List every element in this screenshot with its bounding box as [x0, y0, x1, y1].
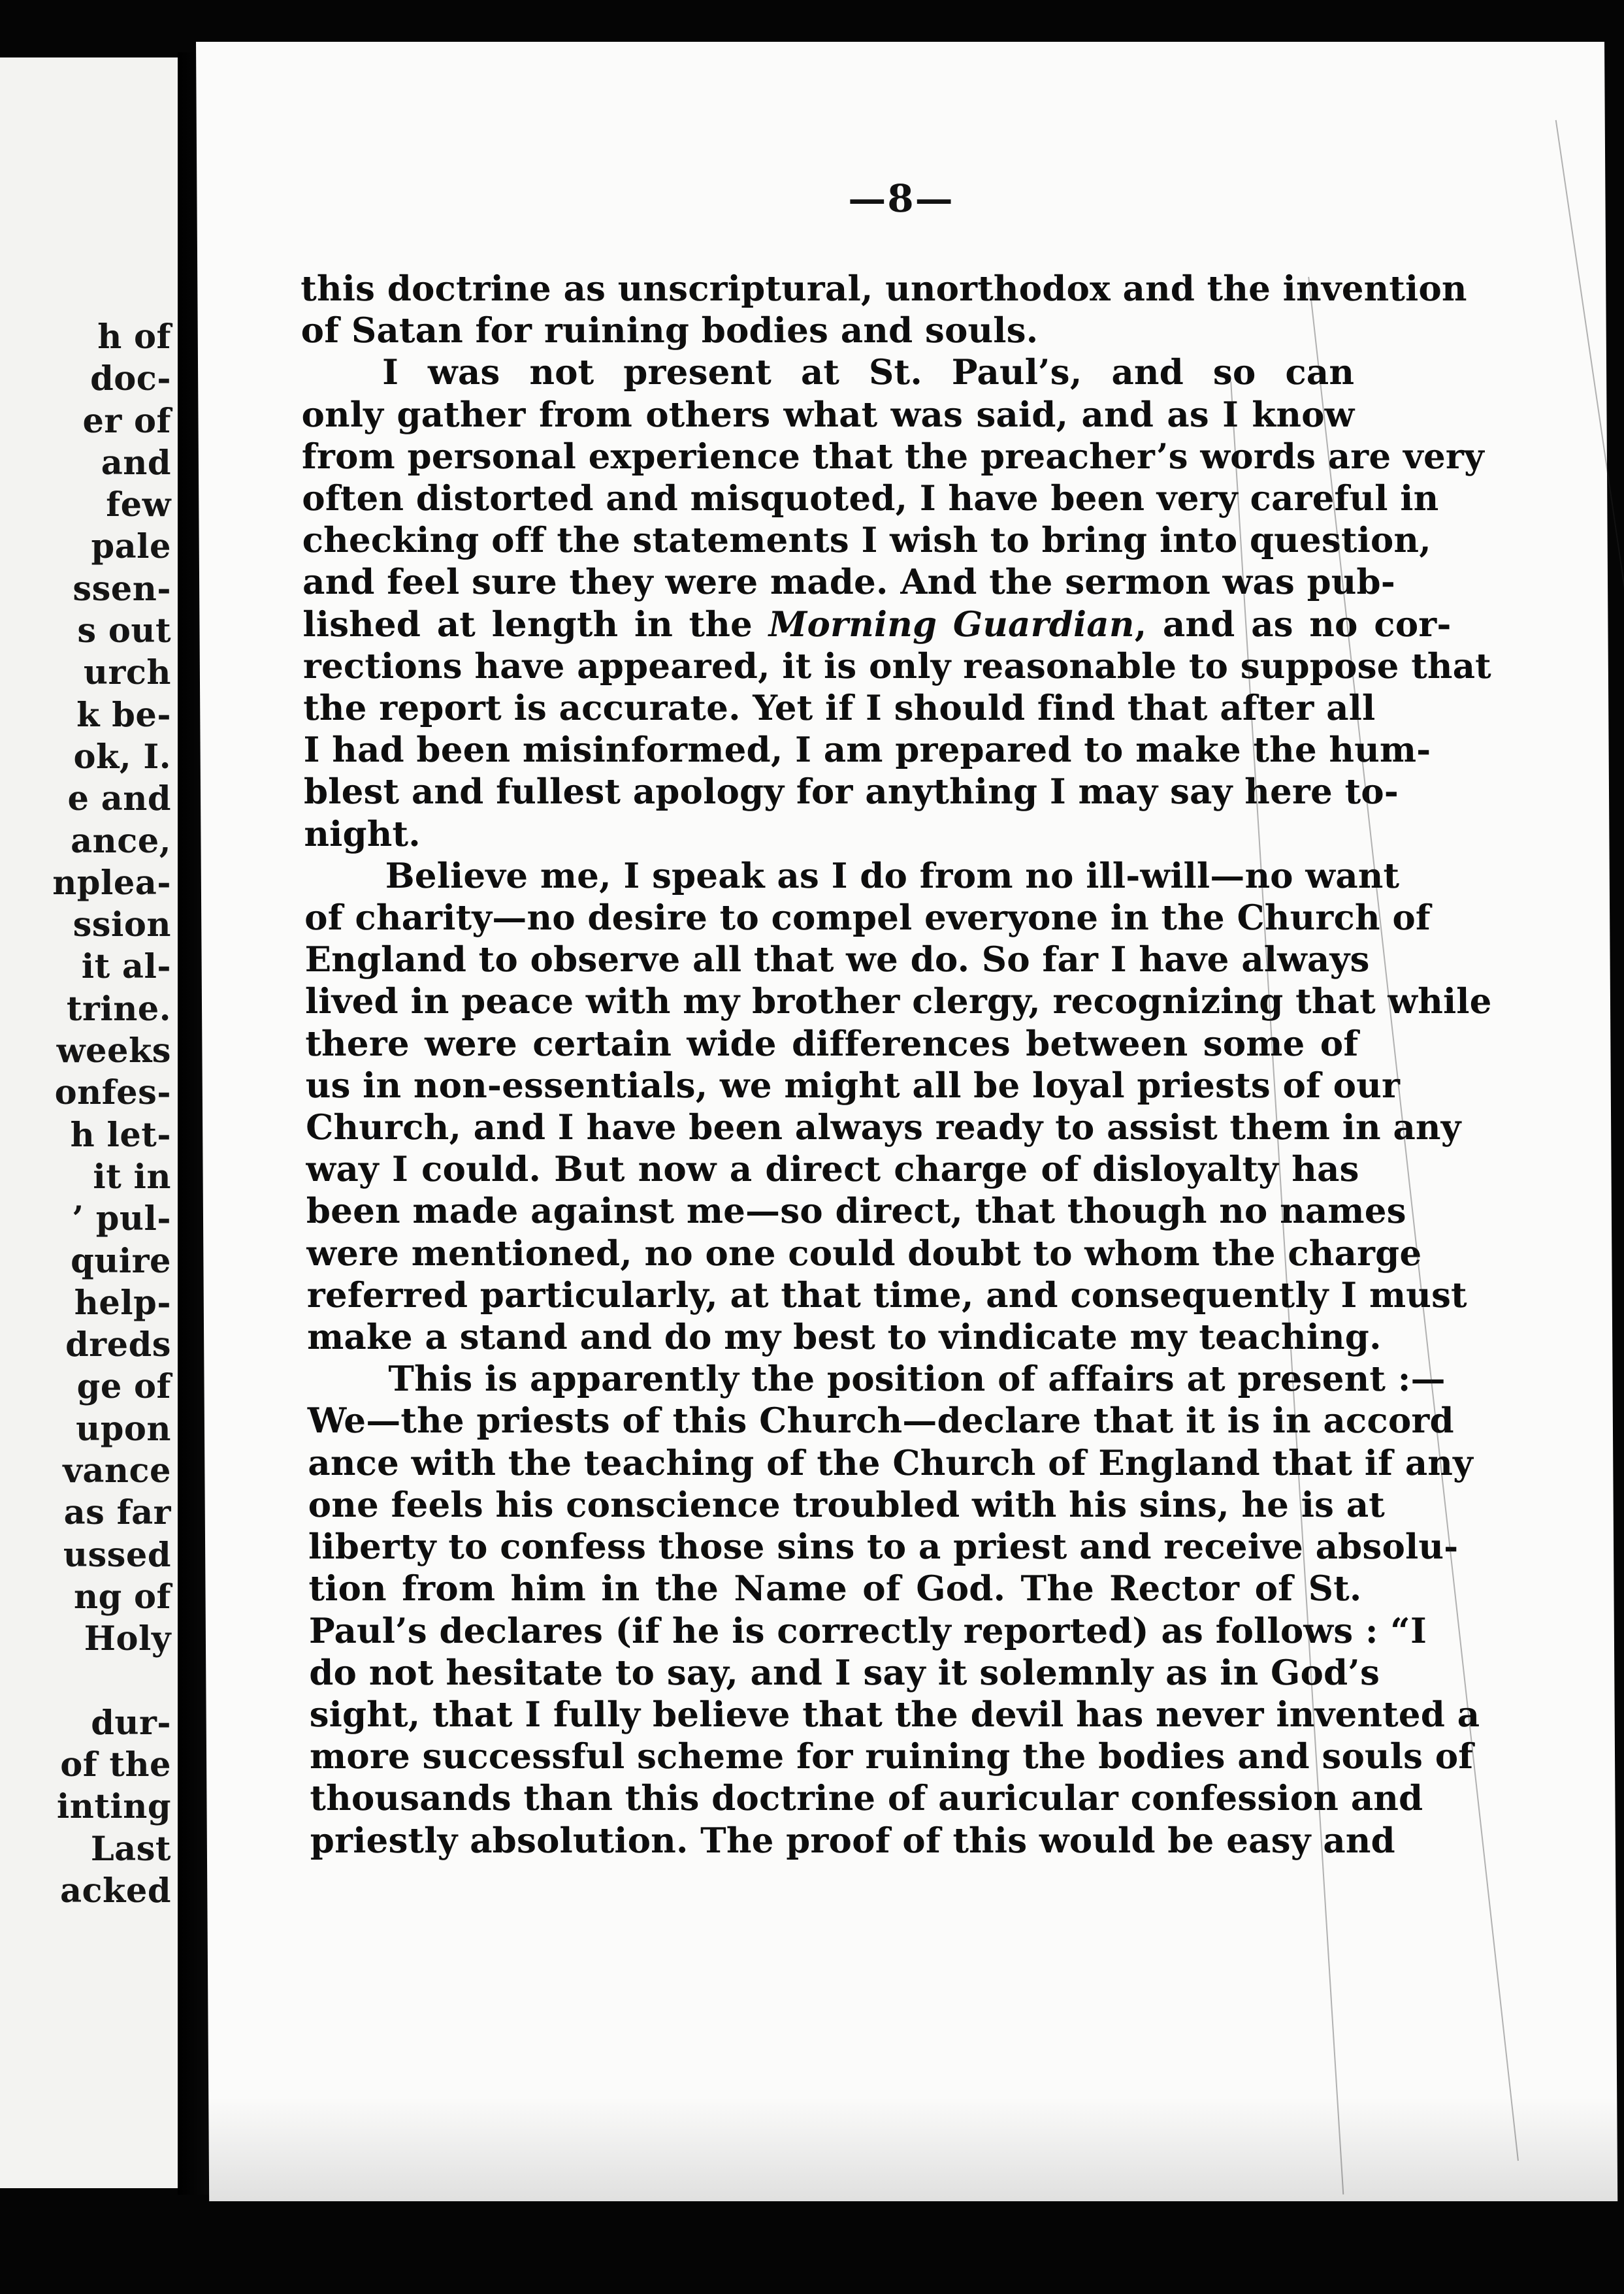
- body-line: ance with the teaching of the Church of England that if any: [308, 1442, 1474, 1483]
- left-fragment-line: ok, I.: [73, 737, 171, 777]
- body-line: only gather from others what was said, and as I know: [301, 394, 1355, 435]
- left-fragment-line: ng of: [74, 1577, 171, 1617]
- left-fragment-line: onfes-: [54, 1073, 171, 1113]
- left-fragment-line: doc-: [90, 359, 171, 399]
- body-line: there were certain wide differences between some of: [305, 1023, 1359, 1064]
- left-fragment-line: h of: [97, 317, 171, 357]
- body-line: night.: [304, 813, 421, 854]
- left-fragment-line: quire: [71, 1241, 171, 1281]
- left-fragment-line: h let-: [70, 1115, 171, 1155]
- left-fragment-line: few: [106, 485, 171, 525]
- line-suffix: , and as no cor-: [1134, 604, 1452, 645]
- right-page: [196, 42, 1617, 2201]
- left-fragment-line: dur-: [91, 1703, 171, 1743]
- publication-name: Morning Guardian: [768, 604, 1135, 645]
- paragraph-start-line: Believe me, I speak as I do from no ill-will—no want: [385, 855, 1400, 896]
- body-line: one feels his conscience troubled with his sins, he is at: [308, 1484, 1386, 1525]
- left-fragment-line: of the: [60, 1745, 171, 1785]
- left-page-text-fragments: [1, 316, 171, 1912]
- left-fragment-line: ance,: [71, 821, 171, 861]
- left-fragment-line: ge of: [76, 1367, 171, 1407]
- body-line: been made against me—so direct, that though no names: [306, 1191, 1406, 1232]
- left-fragment-line: help-: [74, 1283, 171, 1323]
- left-fragment-line: and: [101, 443, 171, 483]
- body-line: We—the priests of this Church—declare that it is in accord: [307, 1400, 1455, 1442]
- body-text: [300, 268, 1492, 1862]
- body-line: referred particularly, at that time, and consequently I must: [306, 1274, 1467, 1316]
- left-fragment-line: nplea-: [52, 863, 171, 903]
- left-fragment-line: s out: [77, 611, 171, 651]
- left-fragment-line: k be-: [76, 695, 171, 735]
- body-line: Church, and I have been always ready to assist them in any: [305, 1107, 1461, 1148]
- left-fragment-line: Last: [90, 1829, 171, 1869]
- left-page-edge: [0, 57, 178, 2188]
- body-line: more successful scheme for ruining the bodies and souls of: [309, 1736, 1474, 1777]
- left-fragment-line: [1, 1660, 171, 1702]
- left-fragment-line: upon: [76, 1409, 171, 1449]
- left-fragment-line: e and: [67, 779, 171, 819]
- body-line: from personal experience that the preacher’s words are very: [301, 436, 1485, 477]
- body-line: make a stand and do my best to vindicate my teaching.: [306, 1317, 1382, 1358]
- left-fragment-line: ’ pul-: [72, 1199, 171, 1239]
- body-line: tion from him in the Name of God. The Rector of St.: [308, 1568, 1362, 1609]
- left-fragment-line: acked: [59, 1871, 171, 1911]
- body-line: the report is accurate. Yet if I should find that after all: [303, 688, 1376, 729]
- body-line: priestly absolution. The proof of this would be easy and: [310, 1820, 1395, 1861]
- body-line: I had been misinformed, I am prepared to make the hum-: [303, 730, 1431, 771]
- body-line-with-publication: [302, 604, 1452, 645]
- body-line: way I could. But now a direct charge of disloyalty has: [306, 1149, 1359, 1190]
- body-line: us in non-essentials, we might all be loyal priests of our: [305, 1065, 1401, 1106]
- body-line: of Satan for ruining bodies and souls.: [300, 310, 1039, 351]
- body-line: were mentioned, no one could doubt to whom the charge: [306, 1233, 1422, 1274]
- body-line: sight, that I fully believe that the devil has never invented a: [309, 1694, 1480, 1735]
- paragraph-start-line: I was not present at St. Paul’s, and so can: [382, 352, 1355, 393]
- left-fragment-line: inting: [56, 1787, 171, 1827]
- left-fragment-line: it in: [93, 1157, 171, 1197]
- left-fragment-line: ssen-: [73, 569, 171, 609]
- body-line: of charity—no desire to compel everyone in the Church of: [304, 897, 1431, 939]
- left-fragment-line: urch: [83, 653, 171, 693]
- left-fragment-line: pale: [91, 527, 171, 567]
- page-bottom-shadow: [208, 2097, 1617, 2201]
- left-fragment-line: weeks: [56, 1031, 171, 1071]
- body-line: Paul’s declares (if he is correctly reported) as follows : “I: [308, 1610, 1427, 1651]
- left-fragment-line: vance: [63, 1451, 171, 1491]
- body-line: this doctrine as unscriptural, unorthodox and the invention: [300, 268, 1467, 309]
- left-fragment-line: ussed: [63, 1535, 171, 1575]
- left-fragment-line: dreds: [65, 1325, 171, 1365]
- left-fragment-line: trine.: [66, 989, 171, 1029]
- paper-crease-line: [1555, 120, 1624, 1155]
- body-line: lived in peace with my brother clergy, recognizing that while: [304, 981, 1492, 1022]
- body-line: often distorted and misquoted, I have been very careful in: [302, 478, 1439, 519]
- body-line: and feel sure they were made. And the sermon was pub-: [302, 562, 1396, 603]
- body-line: checking off the statements I wish to bring into question,: [302, 520, 1432, 561]
- page-number: —8—: [848, 176, 954, 221]
- left-fragment-line: it al-: [81, 947, 171, 987]
- body-line: thousands than this doctrine of auricular confession and: [310, 1778, 1423, 1819]
- body-line: blest and fullest apology for anything I may say here to-: [303, 771, 1399, 813]
- body-line: England to observe all that we do. So far I have always: [304, 939, 1370, 980]
- paragraph-start-line: This is apparently the position of affairs at present :—: [388, 1359, 1446, 1400]
- body-line: do not hesitate to say, and I say it solemnly as in God’s: [309, 1652, 1380, 1693]
- left-fragment-line: Holy: [84, 1619, 171, 1659]
- left-fragment-line: er of: [82, 401, 171, 441]
- line-prefix: lished at length in the: [302, 604, 753, 645]
- left-fragment-line: ssion: [73, 905, 171, 945]
- body-line: liberty to confess those sins to a priest and receive absolu-: [308, 1527, 1459, 1568]
- body-line: rections have appeared, it is only reasonable to suppose that: [302, 645, 1492, 687]
- left-fragment-line: as far: [63, 1493, 171, 1533]
